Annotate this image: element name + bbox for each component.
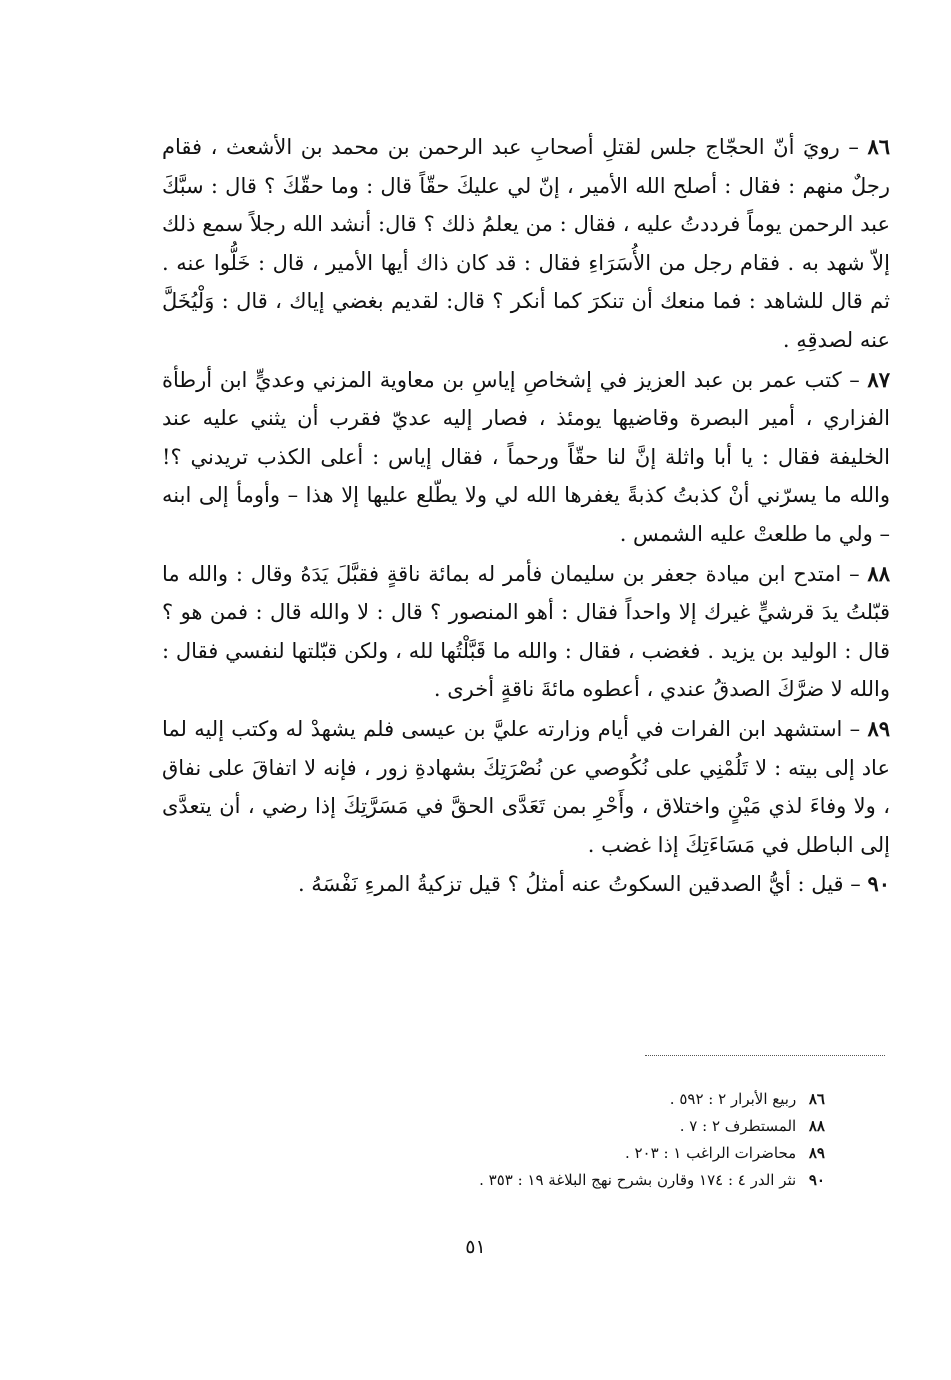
footnote-text: محاضرات الراغب ١ : ٢٠٣ .	[624, 1144, 797, 1162]
paragraph-text: – استشهد ابن الفرات في أيام وزارته عليَّ بن عيسى فلم يشهدْ له وكتب إليه لما عاد إلى بيته : لا تَلُمْنِي على نُكُوصي عن نُصْرَتِكَ بشهادةِ زور ، فإنه لا اتفاقَ على نفاق ، ولا وفاءَ لذي مَيْنٍ واختلاق ، وأَحْرِ بمن تَعَدَّى الحقَّ في مَسَرَّتِكَ إذا رضي ، أن يتعدَّى إلى الباطل في مَسَاءَتِكَ إذا غضب .	[162, 716, 890, 857]
paragraph-text: – قيل : أيُّ الصدقين السكوتُ عنه أمثلُ ؟ قيل تزكيةُ المرءِ نَفْسَهُ .	[297, 872, 861, 897]
footnote-separator	[645, 1055, 885, 1056]
paragraph-text: – امتدح ابن ميادة جعفر بن سليمان فأمر له بمائة ناقةٍ فقبَّلَ يَدَهُ وقال : والله ما قبّلتُ يدَ قرشيٍّ غيرك إلا واحداً فقال : أهو المنصور ؟ قال : لا والله قال : فمن هو ؟ قال : الوليد بن يزيد . فغضب ، فقال : والله ما قَبَّلْتُها لله ، ولكن قبّلتها لنفسي فقال : والله لا ضرَّكَ الصدقُ عندي ، أعطوه مائةَ ناقةٍ أخرى .	[162, 561, 890, 702]
footnote-text: المستطرف ٢ : ٧ .	[679, 1117, 797, 1135]
paragraph-number: ٨٩	[867, 715, 890, 741]
footnote-number: ٨٨	[808, 1117, 825, 1135]
footnote	[380, 1167, 825, 1194]
paragraph-number: ٩٠	[867, 871, 890, 897]
paragraph-87	[162, 361, 890, 554]
paragraph-86	[162, 128, 890, 360]
paragraph-text: – رويَ أنّ الحجّاج جلس لقتلِ أصحابِ عبد الرحمن بن محمد بن الأشعث ، فقام رجلٌ منهم : فقال : أصلح الله الأمير ، إنّ لي عليكَ حقّاً قال : وما حقّكَ ؟ قال : سبَّكَ عبد الرحمن يوماً فرددتُ عليه ، فقال : من يعلمُ ذلك ؟ قال: أنشد الله رجلاً سمع ذلك إلاّ شهد به . فقام رجل من الأُسَرَاءِ فقال : قد كان ذاك أيها الأمير ، قال : خَلُّوا عنه . ثم قال للشاهد : فما منعك أن تنكرَ كما أنكر ؟ قال: لقديم بغضي إياك ، قال : وَلْيُخَلَّ عنه لصدقِهِ .	[162, 135, 890, 352]
paragraph-88	[162, 555, 890, 709]
footnote	[380, 1113, 825, 1140]
footnote-text: نثر الدر ٤ : ١٧٤ وقارن بشرح نهج البلاغة ١٩ : ٣٥٣ .	[479, 1171, 797, 1189]
paragraph-number: ٨٦	[867, 134, 890, 159]
paragraph-number: ٨٨	[867, 560, 890, 586]
paragraph-text: – كتب عمر بن عبد العزيز في إشخاصِ إياسِ بن معاوية المزني وعديٍّ ابن أرطأة الفزاري ، أمير البصرة وقاضيها يومئذ ، فصار إليه عديّ فقرب أن يثني عليه عند الخليفة فقال : يا أبا واثلة إنَّ لنا حقّاً ورحماً ، فقال إياس : أعلى الكذب تريدني ؟! والله ما يسرّني أنْ كذبتُ كذبةً يغفرها الله لي ولا يطّلع عليها إلا هذا – وأومأ إلى ابنه – ولي ما طلعتْ عليه الشمس .	[162, 367, 890, 546]
footnote-number: ٩٠	[808, 1171, 825, 1189]
footnotes	[380, 1086, 825, 1194]
paragraph-number: ٨٧	[867, 366, 890, 392]
footnote-text: ربيع الأبرار ٢ : ٥٩٢ .	[669, 1090, 797, 1108]
footnote	[380, 1140, 825, 1167]
main-text	[162, 128, 890, 905]
page-number: ٥١	[465, 1236, 486, 1258]
footnote-number: ٨٦	[808, 1090, 825, 1108]
paragraph-89	[162, 710, 890, 864]
paragraph-90	[162, 865, 890, 904]
footnote-number: ٨٩	[808, 1144, 825, 1162]
footnote	[380, 1086, 825, 1113]
